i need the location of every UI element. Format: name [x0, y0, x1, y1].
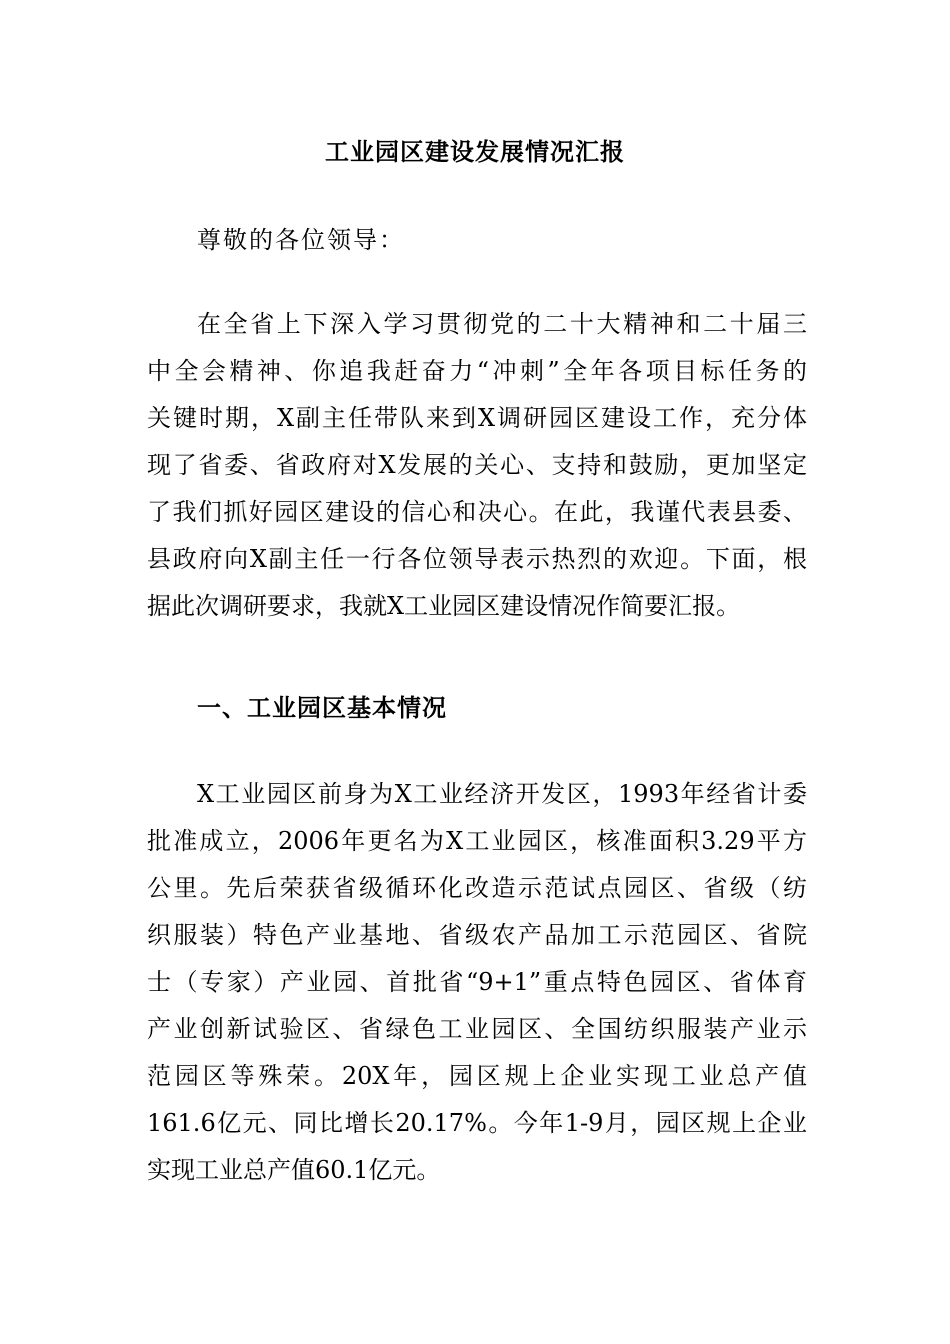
paragraph-line: 批准成立，2006年更名为X工业园区，核准面积3.29平方: [147, 827, 807, 855]
section-heading: 一、工业园区基本情况: [197, 693, 447, 722]
paragraph-line: 关键时期，X副主任带队来到X调研园区建设工作，充分体: [147, 404, 807, 432]
paragraph-line: 县政府向X副主任一行各位领导表示热烈的欢迎。下面，根: [147, 545, 807, 573]
paragraph-line: 161.6亿元、同比增长20.17%。今年1-9月，园区规上企业: [147, 1109, 807, 1137]
document-title: 工业园区建设发展情况汇报: [325, 137, 625, 166]
paragraph-line: 在全省上下深入学习贯彻党的二十大精神和二十届三: [197, 310, 807, 338]
paragraph-line: 织服装）特色产业基地、省级农产品加工示范园区、省院: [147, 921, 807, 949]
paragraph-line: 士（专家）产业园、首批省“9+1”重点特色园区、省体育: [147, 968, 807, 996]
paragraph-line: 中全会精神、你追我赶奋力“冲刺”全年各项目标任务的: [147, 357, 807, 385]
paragraph-line: 了我们抓好园区建设的信心和决心。在此，我谨代表县委、: [147, 498, 807, 526]
intro-paragraph: [147, 301, 807, 630]
paragraph-line: 实现工业总产值60.1亿元。: [147, 1156, 441, 1184]
salutation: 尊敬的各位领导：: [197, 226, 405, 254]
paragraph-line: 公里。先后荣获省级循环化改造示范试点园区、省级（纺: [147, 874, 807, 902]
paragraph-line: 产业创新试验区、省绿色工业园区、全国纺织服装产业示: [147, 1015, 807, 1043]
section1-paragraph: [147, 771, 807, 1194]
paragraph-line: X工业园区前身为X工业经济开发区，1993年经省计委: [197, 780, 807, 808]
paragraph-line: 现了省委、省政府对X发展的关心、支持和鼓励，更加坚定: [147, 451, 807, 479]
paragraph-line: 范园区等殊荣。20X年，园区规上企业实现工业总产值: [147, 1062, 807, 1090]
paragraph-line: 据此次调研要求，我就X工业园区建设情况作简要汇报。: [147, 592, 741, 620]
